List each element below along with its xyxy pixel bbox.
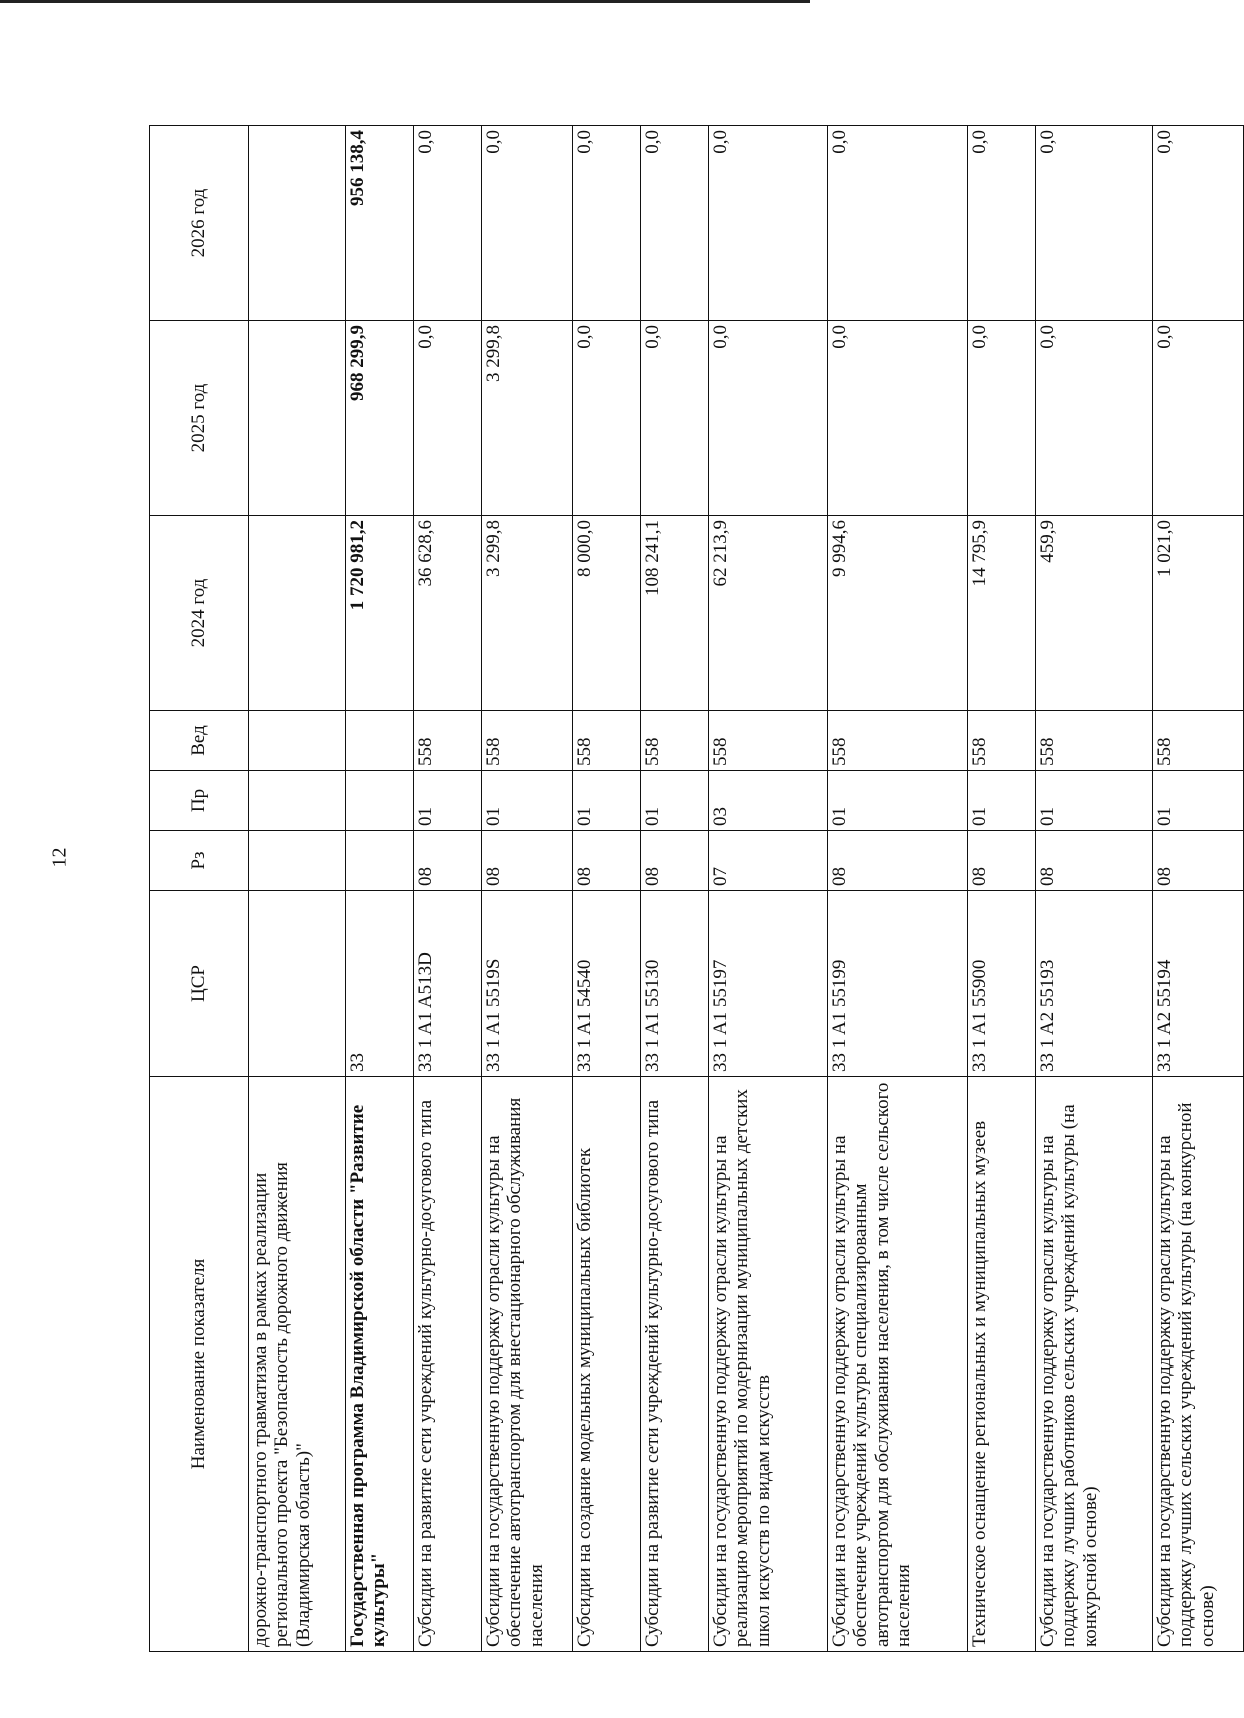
row-rz: 08 [482, 831, 573, 891]
row-csr: 33 1 A1 55197 [709, 891, 828, 1077]
row-name: Субсидии на развитие сети учреждений культурно-досугового типа [641, 1077, 709, 1652]
budget-table [149, 125, 1244, 1652]
row-ved: 558 [709, 711, 828, 771]
row-csr [249, 891, 346, 1077]
row-csr: 33 1 A1 55900 [968, 891, 1036, 1077]
row-ved: 558 [968, 711, 1036, 771]
row-2024: 1 021,0 [1153, 516, 1244, 711]
row-2025: 0,0 [1036, 321, 1153, 516]
row-name: Техническое оснащение региональных и муниципальных музеев [968, 1077, 1036, 1652]
table-row [1036, 126, 1153, 1652]
row-2026: 0,0 [1036, 126, 1153, 321]
row-2025: 3 299,8 [482, 321, 573, 516]
row-pr: 01 [828, 771, 968, 831]
row-2026: 0,0 [641, 126, 709, 321]
row-csr: 33 1 A1 A513D [414, 891, 482, 1077]
table-row [709, 126, 828, 1652]
row-rz: 08 [414, 831, 482, 891]
row-rz: 08 [968, 831, 1036, 891]
row-2025: 0,0 [968, 321, 1036, 516]
header-ved: Вед [150, 711, 249, 771]
row-2024: 108 241,1 [641, 516, 709, 711]
row-rz [249, 831, 346, 891]
row-name: дорожно-транспортного травматизма в рамках реализации регионального проекта "Безопасность дорожного движения (Владимирская область)" [249, 1077, 346, 1652]
budget-table-container [149, 126, 1218, 1652]
row-ved: 558 [641, 711, 709, 771]
header-pr: Пр [150, 771, 249, 831]
row-name: Субсидии на государственную поддержку отрасли культуры на поддержку лучших работников сельских учреждений культуры (на конкурсной основе) [1036, 1077, 1153, 1652]
row-csr: 33 [346, 891, 414, 1077]
row-rz: 08 [1153, 831, 1244, 891]
page-number: 12 [48, 847, 71, 868]
row-2025: 0,0 [1153, 321, 1244, 516]
row-ved: 558 [828, 711, 968, 771]
row-2024: 14 795,9 [968, 516, 1036, 711]
row-2024: 9 994,6 [828, 516, 968, 711]
header-csr: ЦСР [150, 891, 249, 1077]
row-2025: 968 299,9 [346, 321, 414, 516]
row-2026: 0,0 [573, 126, 641, 321]
row-name: Субсидии на развитие сети учреждений культурно-досугового типа [414, 1077, 482, 1652]
row-ved: 558 [1153, 711, 1244, 771]
header-2026: 2026 год [150, 126, 249, 321]
header-2024: 2024 год [150, 516, 249, 711]
row-pr: 01 [482, 771, 573, 831]
table-row [828, 126, 968, 1652]
row-2025: 0,0 [414, 321, 482, 516]
row-2024: 36 628,6 [414, 516, 482, 711]
row-pr [346, 771, 414, 831]
row-2026: 0,0 [1153, 126, 1244, 321]
row-ved: 558 [414, 711, 482, 771]
row-2025: 0,0 [828, 321, 968, 516]
row-2026: 0,0 [482, 126, 573, 321]
table-row [482, 126, 573, 1652]
row-rz: 08 [1036, 831, 1153, 891]
row-2025: 0,0 [573, 321, 641, 516]
row-rz: 08 [573, 831, 641, 891]
row-rz: 08 [641, 831, 709, 891]
row-pr [249, 771, 346, 831]
row-name: Субсидии на государственную поддержку отрасли культуры на реализацию мероприятий по модернизации муниципальных детских школ искусств по видам искусств [709, 1077, 828, 1652]
row-csr: 33 1 A2 55194 [1153, 891, 1244, 1077]
row-csr: 33 1 A1 55199 [828, 891, 968, 1077]
header-2025: 2025 год [150, 321, 249, 516]
row-ved [346, 711, 414, 771]
row-ved: 558 [1036, 711, 1153, 771]
table-row [249, 126, 346, 1652]
row-ved: 558 [482, 711, 573, 771]
table-row [1153, 126, 1244, 1652]
row-csr: 33 1 A1 55130 [641, 891, 709, 1077]
row-pr: 01 [414, 771, 482, 831]
row-rz: 07 [709, 831, 828, 891]
row-name: Государственная программа Владимирской области "Развитие культуры" [346, 1077, 414, 1652]
table-row [414, 126, 482, 1652]
table-row [641, 126, 709, 1652]
row-2025: 0,0 [641, 321, 709, 516]
row-2024: 1 720 981,2 [346, 516, 414, 711]
row-pr: 01 [1153, 771, 1244, 831]
row-name: Субсидии на государственную поддержку отрасли культуры на обеспечение учреждений культуры специализированным автотранспортом для обслуживания населения, в том числе сельского населения [828, 1077, 968, 1652]
row-name: Субсидии на создание модельных муниципальных библиотек [573, 1077, 641, 1652]
row-2025: 0,0 [709, 321, 828, 516]
row-rz: 08 [828, 831, 968, 891]
row-2025 [249, 321, 346, 516]
row-name: Субсидии на государственную поддержку отрасли культуры на обеспечение автотранспортом для внестационарного обслуживания населения [482, 1077, 573, 1652]
table-body [249, 126, 1244, 1652]
table-row [573, 126, 641, 1652]
row-2026: 0,0 [414, 126, 482, 321]
header-name: Наименование показателя [150, 1077, 249, 1652]
row-2026: 0,0 [709, 126, 828, 321]
table-row [968, 126, 1036, 1652]
row-rz [346, 831, 414, 891]
row-2026: 956 138,4 [346, 126, 414, 321]
row-pr: 01 [641, 771, 709, 831]
row-2024: 8 000,0 [573, 516, 641, 711]
top-rule [0, 0, 810, 3]
header-rz: Рз [150, 831, 249, 891]
row-name: Субсидии на государственную поддержку отрасли культуры на поддержку лучших сельских учреждений культуры (на конкурсной основе) [1153, 1077, 1244, 1652]
row-2026: 0,0 [828, 126, 968, 321]
row-ved [249, 711, 346, 771]
table-row [346, 126, 414, 1652]
row-2024: 3 299,8 [482, 516, 573, 711]
row-csr: 33 1 A2 55193 [1036, 891, 1153, 1077]
table-header-row [150, 126, 249, 1652]
row-pr: 03 [709, 771, 828, 831]
row-2024 [249, 516, 346, 711]
row-pr: 01 [573, 771, 641, 831]
row-csr: 33 1 A1 54540 [573, 891, 641, 1077]
row-pr: 01 [968, 771, 1036, 831]
row-2024: 62 213,9 [709, 516, 828, 711]
row-2026: 0,0 [968, 126, 1036, 321]
row-2024: 459,9 [1036, 516, 1153, 711]
row-pr: 01 [1036, 771, 1153, 831]
row-ved: 558 [573, 711, 641, 771]
row-2026 [249, 126, 346, 321]
row-csr: 33 1 A1 5519S [482, 891, 573, 1077]
